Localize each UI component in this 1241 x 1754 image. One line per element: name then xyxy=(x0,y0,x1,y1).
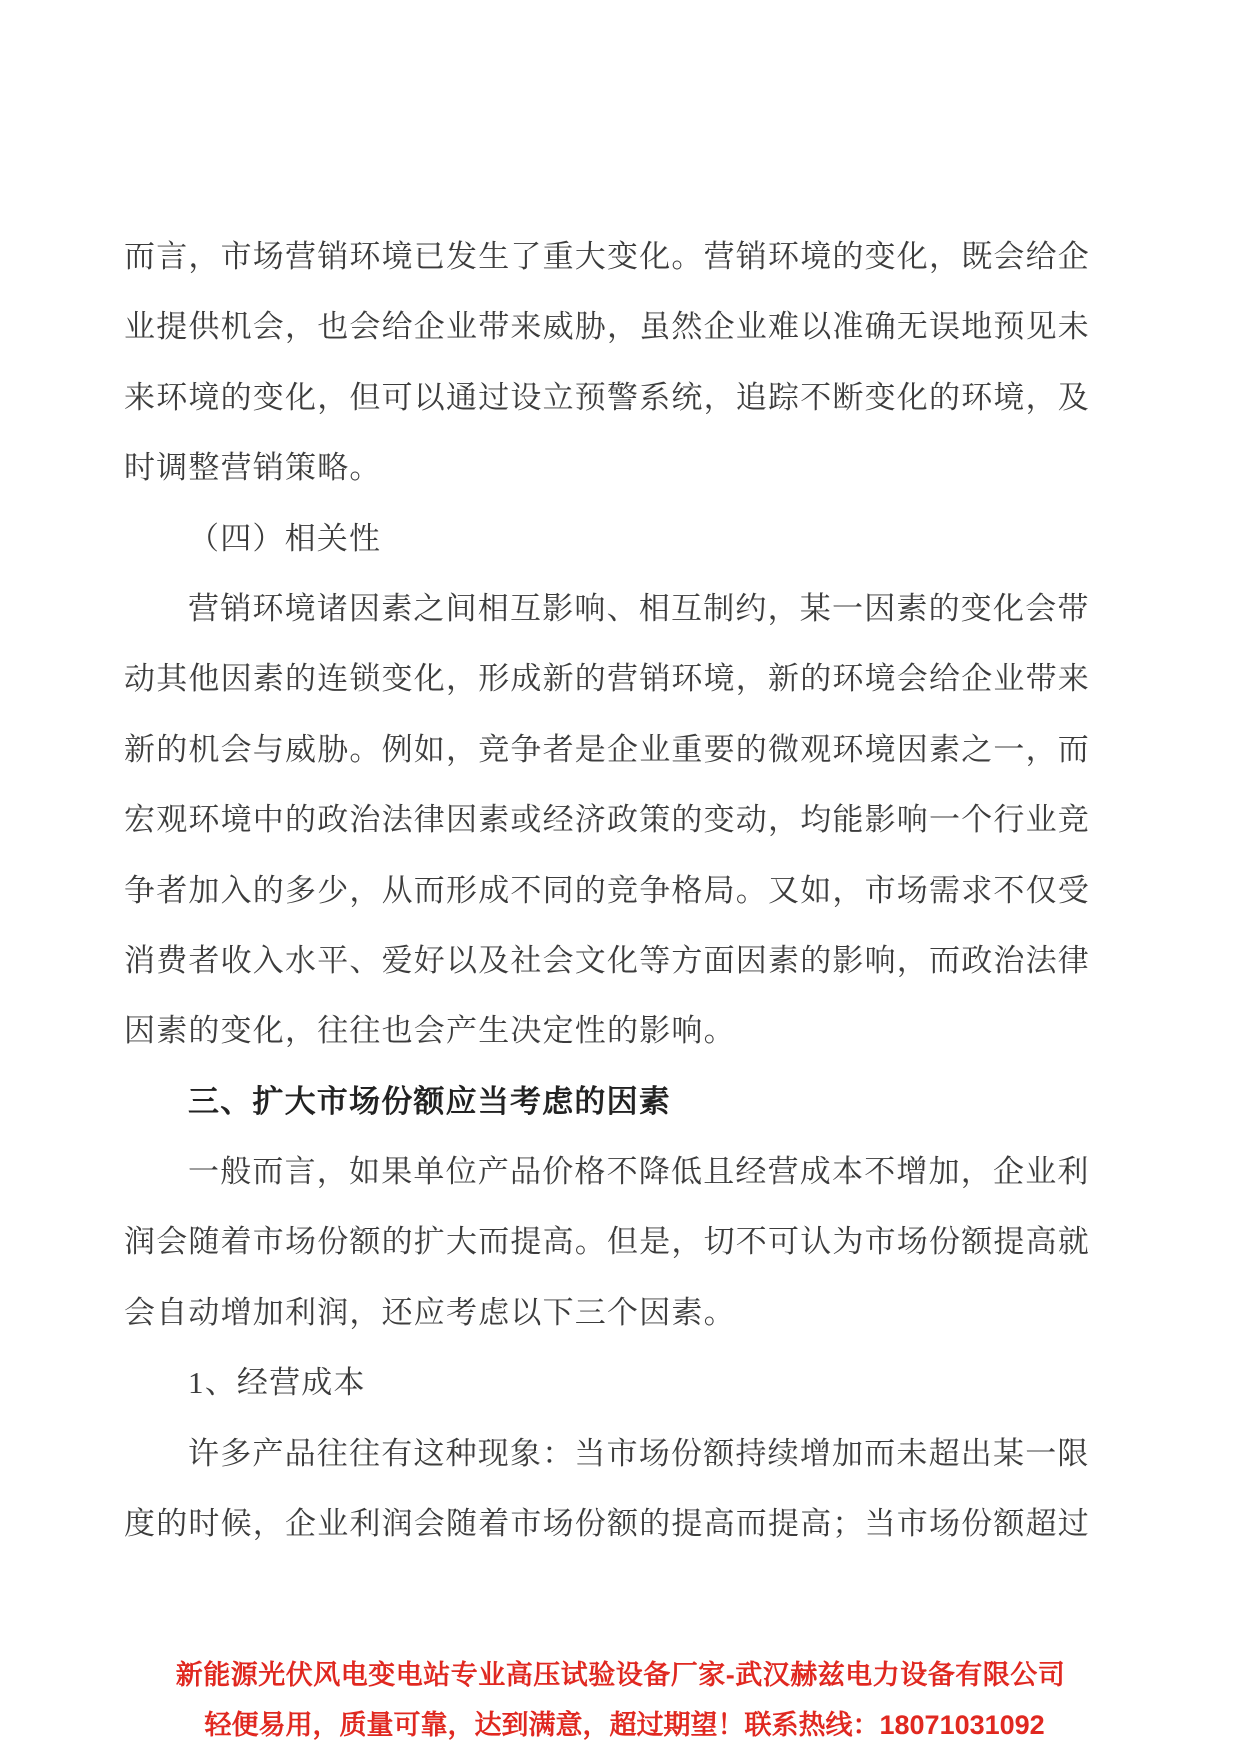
text-line: 润会随着市场份额的扩大而提高。但是，切不可认为市场份额提高就 xyxy=(124,1224,1090,1260)
text-line: 会自动增加利润，还应考虑以下三个因素。 xyxy=(124,1294,736,1330)
text-line: 三、扩大市场份额应当考虑的因素 xyxy=(188,1083,671,1119)
footer-second-line xyxy=(204,1704,1045,1746)
text-line: 宏观环境中的政治法律因素或经济政策的变动，均能影响一个行业竞 xyxy=(124,802,1090,838)
footer-company-line: 新能源光伏风电变电站专业高压试验设备厂家-武汉赫兹电力设备有限公司 xyxy=(175,1660,1066,1690)
text-line: 而言，市场营销环境已发生了重大变化。营销环境的变化，既会给企 xyxy=(124,239,1090,274)
text-line: 时调整营销策略。 xyxy=(124,450,382,486)
text-line: （四）相关性 xyxy=(188,520,382,556)
footer-ad xyxy=(0,1650,1241,1746)
document-content xyxy=(124,222,1114,1559)
text-line: 来环境的变化，但可以通过设立预警系统，追踪不断变化的环境，及 xyxy=(124,379,1090,415)
text-line: 消费者收入水平、爱好以及社会文化等方面因素的影响，而政治法律 xyxy=(124,942,1090,978)
text-line: 营销环境诸因素之间相互影响、相互制约，某一因素的变化会带 xyxy=(188,590,1090,626)
text-line: 一般而言，如果单位产品价格不降低且经营成本不增加，企业利 xyxy=(188,1154,1090,1190)
text-line: 因素的变化，往往也会产生决定性的影响。 xyxy=(124,1013,736,1049)
text-line: 争者加入的多少，从而形成不同的竞争格局。又如，市场需求不仅受 xyxy=(124,872,1090,908)
text-line: 许多产品往往有这种现象：当市场份额持续增加而未超出某一限 xyxy=(188,1435,1090,1471)
text-line: 1、经营成本 xyxy=(188,1365,366,1401)
text-line: 动其他因素的连锁变化，形成新的营销环境，新的环境会给企业带来 xyxy=(124,661,1090,697)
footer-slogan: 轻便易用，质量可靠，达到满意，超过期望！ xyxy=(204,1710,745,1740)
text-line: 度的时候，企业利润会随着市场份额的提高而提高；当市场份额超过 xyxy=(124,1506,1090,1542)
footer-hotline: 联系热线：18071031092 xyxy=(744,1710,1045,1740)
text-line: 业提供机会，也会给企业带来威胁，虽然企业难以准确无误地预见未 xyxy=(124,309,1090,345)
text-line: 新的机会与威胁。例如，竞争者是企业重要的微观环境因素之一，而 xyxy=(124,731,1090,767)
